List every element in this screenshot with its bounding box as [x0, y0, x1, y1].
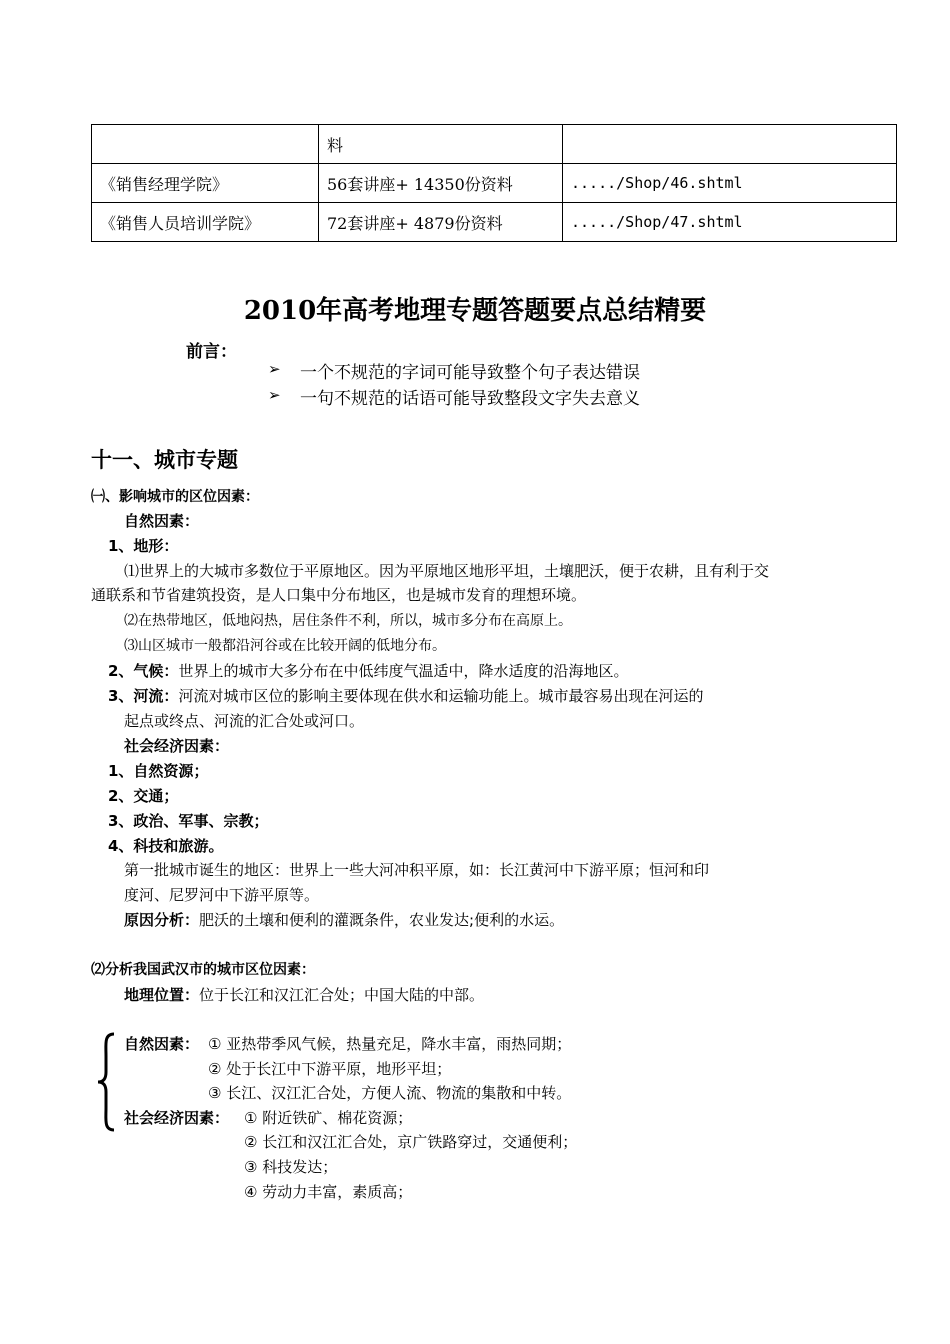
table-row — [92, 125, 897, 164]
preface-bullet: 一句不规范的话语可能导致整段文字失去意义 — [300, 389, 640, 409]
preface-label: 前言： — [186, 342, 237, 362]
terrain-paragraph: ⑴世界上的大城市多数位于平原地区。因为平原地区地形平坦，土壤肥沃，便于农耕，且有利于交 — [124, 562, 770, 580]
table-cell-link[interactable]: ...../Shop/46.shtml — [563, 164, 897, 203]
first-cities-text: 第一批城市诞生的地区：世界上一些大河冲积平原，如：长江黄河中下游平原；恒河和印 — [124, 861, 710, 879]
table-cell: 56套讲座+ 14350份资料 — [319, 164, 563, 203]
terrain-paragraph: ⑵在热带地区，低地闷热，居住条件不利，所以，城市多分布在高原上。 — [124, 613, 572, 629]
table-row — [92, 203, 897, 242]
table-cell: 料 — [319, 125, 563, 164]
list-item: 2、交通； — [108, 787, 179, 805]
preface-bullet: 一个不规范的字词可能导致整个句子表达错误 — [300, 363, 640, 383]
natural-factors-label: 自然因素： — [124, 512, 200, 530]
list-item: ② 处于长江中下游平原，地形平坦； — [208, 1060, 452, 1078]
list-item: ① 附近铁矿、棉花资源； — [244, 1109, 413, 1127]
document-title: 2010年高考地理专题答题要点总结精要 — [243, 296, 707, 326]
table-cell — [563, 125, 897, 164]
part2-heading: ⑵分析我国武汉市的城市区位因素： — [91, 962, 315, 978]
reason-text: 肥沃的土壤和便利的灌溉条件，农业发达;便利的水运。 — [199, 911, 565, 929]
table-cell-link[interactable]: ...../Shop/47.shtml — [563, 203, 897, 242]
geo-location-text: 位于长江和汉江汇合处；中国大陆的中部。 — [199, 986, 485, 1004]
table-cell: 72套讲座+ 4879份资料 — [319, 203, 563, 242]
curly-brace-icon — [96, 1032, 118, 1132]
terrain-paragraph-cont: 通联系和节省建筑投资，是人口集中分布地区，也是城市发育的理想环境。 — [91, 586, 587, 604]
arrow-bullet-icon: ➢ — [268, 386, 281, 404]
river-label: 3、河流： — [108, 687, 179, 705]
list-item: ③ 长江、汉江汇合处，方便人流、物流的集散和中转。 — [208, 1084, 572, 1102]
section-heading: 十一、城市专题 — [91, 448, 238, 472]
table-cell — [92, 125, 319, 164]
wuhan-natural-label: 自然因素： — [124, 1035, 200, 1053]
climate-label: 2、气候： — [108, 662, 179, 680]
list-item: ③ 科技发达； — [244, 1158, 338, 1176]
reason-label: 原因分析： — [124, 911, 200, 929]
list-item: 4、科技和旅游。 — [108, 837, 224, 855]
table-cell: 《销售人员培训学院》 — [92, 203, 319, 242]
list-item: ② 长江和汉江汇合处，京广铁路穿过，交通便利； — [244, 1133, 578, 1151]
wuhan-social-label: 社会经济因素： — [124, 1109, 230, 1127]
part1-heading: ㈠、影响城市的区位因素： — [91, 489, 259, 505]
first-cities-text-cont: 度河、尼罗河中下游平原等。 — [124, 886, 320, 904]
arrow-bullet-icon: ➢ — [268, 360, 281, 378]
river-text: 河流对城市区位的影响主要体现在供水和运输功能上。城市最容易出现在河运的 — [178, 687, 704, 705]
table-row — [92, 164, 897, 203]
list-item: ① 亚热带季风气候，热量充足，降水丰富，雨热同期； — [208, 1035, 572, 1053]
list-item: ④ 劳动力丰富，素质高； — [244, 1183, 413, 1201]
geo-location-label: 地理位置： — [124, 986, 200, 1004]
terrain-label: 1、地形： — [108, 537, 179, 555]
social-factors-label: 社会经济因素： — [124, 737, 230, 755]
table-cell: 《销售经理学院》 — [92, 164, 319, 203]
terrain-paragraph: ⑶山区城市一般都沿河谷或在比较开阔的低地分布。 — [124, 638, 446, 654]
list-item: 3、政治、军事、宗教； — [108, 812, 269, 830]
list-item: 1、自然资源； — [108, 762, 209, 780]
climate-text: 世界上的城市大多分布在中低纬度气温适中，降水适度的沿海地区。 — [178, 662, 629, 680]
resource-table — [91, 124, 897, 242]
river-text-cont: 起点或终点、河流的汇合处或河口。 — [124, 712, 365, 730]
